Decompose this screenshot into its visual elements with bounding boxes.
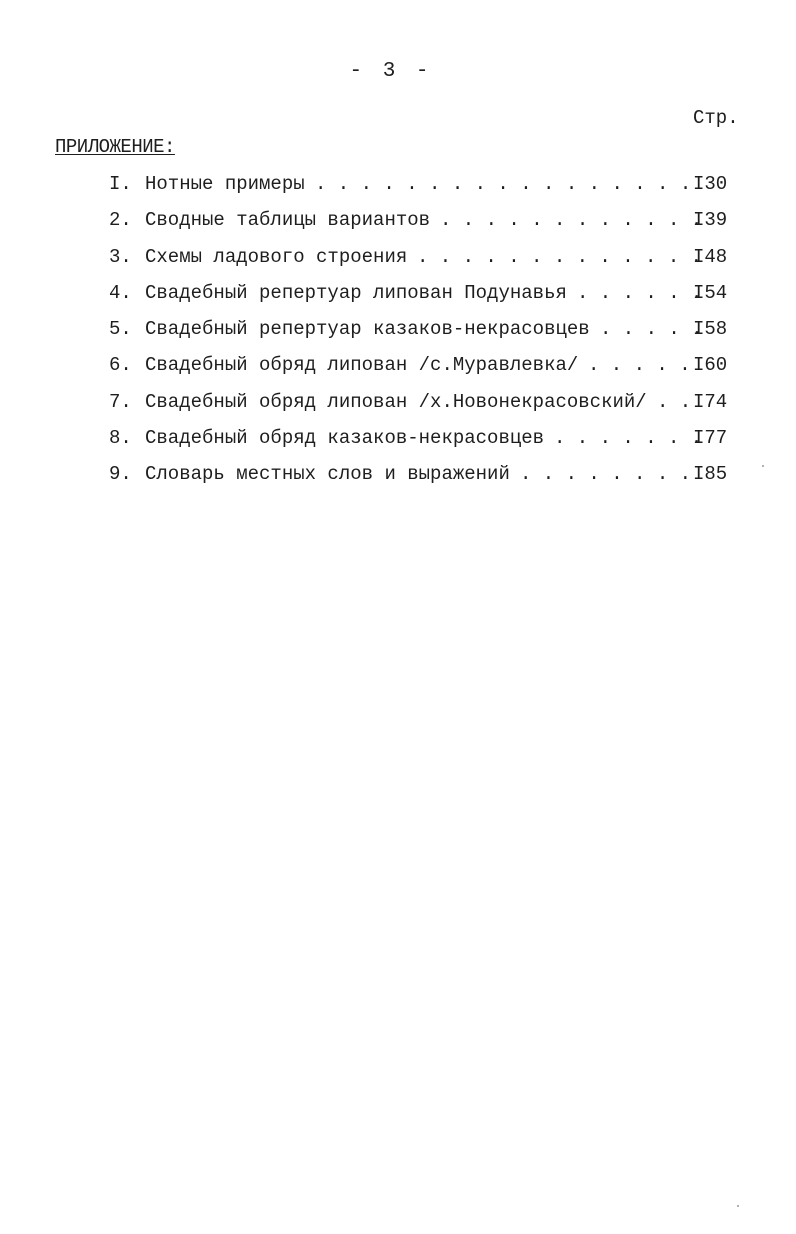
toc-entry: [0, 388, 796, 424]
toc-entry-page: I60: [693, 354, 728, 377]
toc-entry: [0, 279, 796, 315]
toc-entry-title: Нотные примеры: [145, 173, 305, 195]
toc-entry: [0, 460, 796, 496]
toc-entry-number: 8.: [109, 427, 132, 450]
toc-entry-number: 5.: [109, 318, 132, 341]
toc-leader-dots: . . . . . . . . . . . . . . . . .: [315, 173, 692, 195]
page-number: - 3 -: [349, 60, 433, 83]
toc-entry-page: I58: [693, 318, 728, 341]
toc-entry-page: I30: [693, 173, 728, 195]
toc-leader-dots: . . . . . . .: [554, 427, 703, 450]
toc-leader-dots: . . . . . . . .: [520, 463, 692, 486]
toc-entry-number: 7.: [109, 390, 132, 413]
toc-entry-title: Свадебный обряд липован /с.Муравлевка/: [145, 354, 579, 377]
scan-speck: [737, 1205, 739, 1207]
toc-entry-title: Словарь местных слов и выражений: [145, 463, 510, 486]
toc-entry-page: I39: [693, 209, 728, 232]
toc-entry: [0, 315, 796, 351]
toc-entry: [0, 243, 796, 279]
toc-leader-dots: . . . . .: [588, 354, 691, 377]
scan-speck: [762, 465, 764, 467]
toc-entry-number: 6.: [109, 354, 132, 377]
toc-leader-dots: . . . . . . . . . . . .: [440, 209, 703, 232]
toc-leader-dots: . .: [657, 390, 692, 413]
toc-entry-number: 4.: [109, 281, 132, 304]
toc-entry-title: Свадебный репертуар казаков-некрасовцев: [145, 318, 590, 341]
toc-entry-page: I85: [693, 463, 728, 486]
toc-entry-title: Схемы ладового строения: [145, 245, 408, 268]
toc-entry-number: 9.: [109, 463, 132, 486]
toc-entry: [0, 424, 796, 460]
toc-entry-page: I77: [693, 427, 728, 450]
toc-entry-number: I.: [109, 173, 132, 195]
toc-entry: [0, 170, 796, 206]
toc-entry: [0, 206, 796, 242]
toc-entry-page: I54: [693, 281, 728, 304]
toc-leader-dots: . . . . .: [600, 318, 703, 341]
page-column-label: Стр.: [693, 107, 739, 129]
table-of-contents: [0, 170, 796, 497]
toc-entry-title: Сводные таблицы вариантов: [145, 209, 431, 232]
toc-leader-dots: . . . . . .: [577, 281, 703, 304]
toc-entry: [0, 351, 796, 387]
section-title: ПРИЛОЖЕНИЕ:: [55, 136, 175, 158]
toc-entry-title: Свадебный репертуар липован Подунавья: [145, 281, 567, 304]
toc-leader-dots: . . . . . . . . . . . . .: [417, 245, 703, 268]
toc-entry-title: Свадебный обряд липован /х.Новонекрасовский/: [145, 390, 647, 413]
toc-entry-page: I74: [693, 390, 728, 413]
toc-entry-number: 2.: [109, 209, 132, 232]
toc-entry-title: Свадебный обряд казаков-некрасовцев: [145, 427, 545, 450]
toc-entry-page: I48: [693, 245, 728, 268]
toc-entry-number: 3.: [109, 245, 132, 268]
